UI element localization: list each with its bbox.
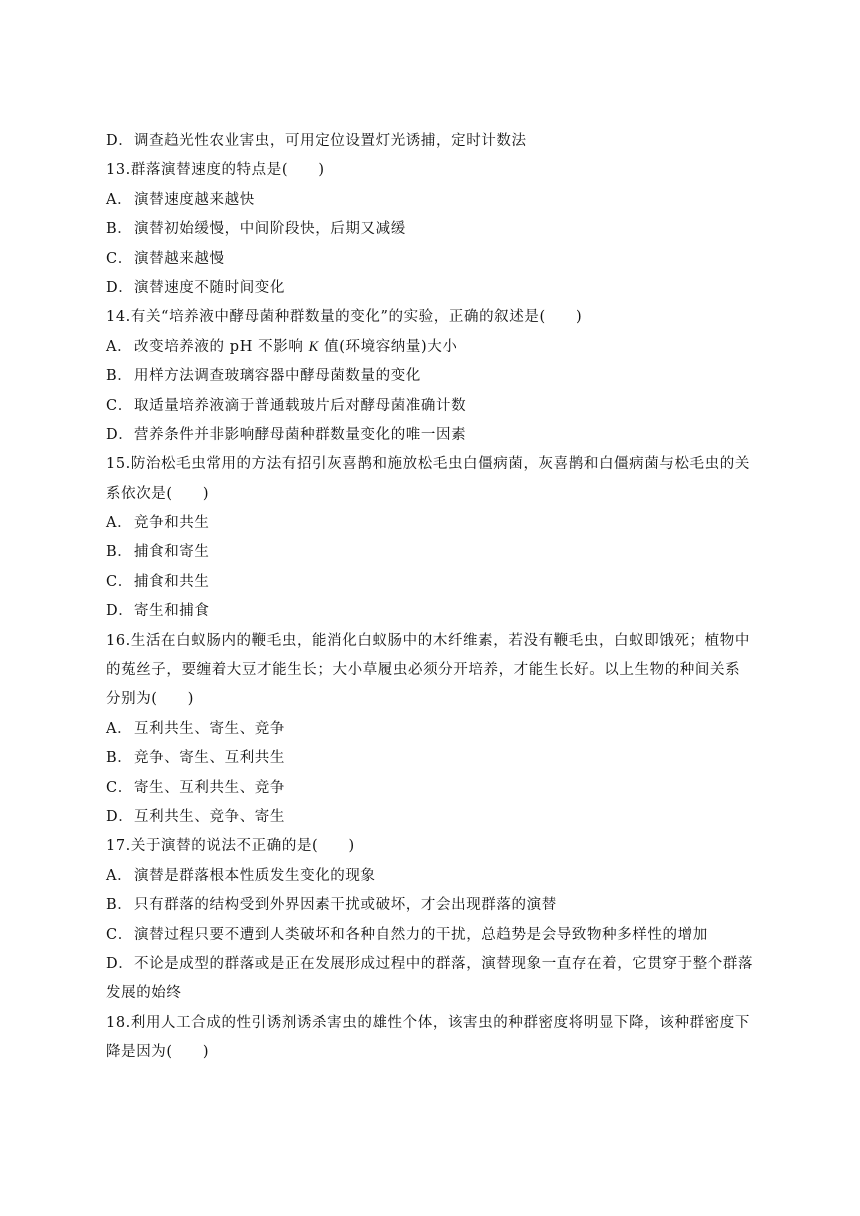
option-line: [106, 715, 756, 744]
question-line: 分别为( ): [106, 691, 195, 708]
option-text: 用样方法调查玻璃容器中酵母菌数量的变化: [134, 368, 421, 385]
option-line: [106, 186, 756, 215]
option-line: [106, 950, 756, 979]
option-line: [106, 597, 756, 626]
option-line: [106, 803, 756, 832]
option-line: [106, 538, 756, 567]
question-line: 16.生活在白蚁肠内的鞭毛虫，能消化白蚁肠中的木纤维素，若没有鞭毛虫，白蚁即饿死；植物中: [106, 632, 750, 649]
option-line: [106, 333, 756, 362]
option-text: 改变培养液的 pH 不影响: [134, 338, 309, 355]
option-letter: D．: [106, 955, 134, 972]
option-letter: B．: [106, 368, 133, 385]
option-line: [106, 362, 756, 391]
option-text: 捕食和共生: [134, 573, 210, 590]
option-line: [106, 891, 756, 920]
option-line: [106, 127, 756, 156]
question-line: 系依次是( ): [106, 485, 210, 502]
option-text: 调查趋光性农业害虫，可用定位设置灯光诱捕，定时计数法: [134, 133, 527, 149]
option-text: 互利共生、竞争、寄生: [134, 808, 285, 825]
option-text: 演替初始缓慢，中间阶段快，后期又减缓: [134, 221, 406, 238]
question-line: 18.利用人工合成的性引诱剂诱杀害虫的雄性个体，该害虫的种群密度将明显下降，该种群密度下: [106, 1014, 750, 1031]
option-text: 不论是成型的群落或是正在发展形成过程中的群落，演替现象一直存在着，它贯穿于整个群落: [134, 955, 754, 972]
option-letter: A．: [106, 338, 133, 355]
option-letter: A．: [106, 191, 133, 208]
option-text: 竞争、寄生、互利共生: [134, 750, 285, 767]
option-letter: D．: [106, 808, 134, 825]
k-symbol: K: [308, 338, 319, 355]
option-letter: B．: [106, 221, 133, 238]
option-letter: D．: [106, 603, 134, 620]
option-letter: B．: [106, 750, 133, 767]
option-letter: C．: [106, 779, 133, 796]
option-text: 竞争和共生: [134, 515, 210, 532]
option-text: 寄生和捕食: [134, 603, 210, 620]
option-line: [106, 568, 756, 597]
option-letter: A．: [106, 515, 133, 532]
question-line: 的菟丝子，要缠着大豆才能生长；大小草履虫必须分开培养，才能生长好。以上生物的种间关系: [106, 662, 741, 679]
question-line: 降是因为( ): [106, 1044, 210, 1061]
question-line: 17.关于演替的说法不正确的是( ): [106, 838, 355, 855]
option-letter: C．: [106, 250, 133, 267]
option-text: 演替速度不随时间变化: [134, 279, 285, 296]
option-text: 演替过程只要不遭到人类破坏和各种自然力的干扰，总趋势是会导致物种多样性的增加: [134, 926, 708, 943]
option-line: [106, 392, 756, 421]
option-line: [106, 421, 756, 450]
option-text: 捕食和寄生: [134, 544, 210, 561]
option-line: [106, 509, 756, 538]
option-line: [106, 862, 756, 891]
option-letter: C．: [106, 573, 133, 590]
option-line: [106, 921, 756, 950]
option-line: [106, 274, 756, 303]
question-line: 14.有关“培养液中酵母菌种群数量的变化”的实验，正确的叙述是( ): [106, 309, 583, 326]
option-text: 只有群落的结构受到外界因素干扰或破坏，才会出现群落的演替: [134, 897, 557, 914]
option-text: 演替速度越来越快: [134, 191, 255, 208]
question-line: 发展的始终: [106, 985, 182, 1002]
option-text: 寄生、互利共生、竞争: [134, 779, 285, 796]
option-text: 演替越来越慢: [134, 250, 225, 267]
question-line: 13.群落演替速度的特点是( ): [106, 162, 325, 179]
option-text: 演替是群落根本性质发生变化的现象: [134, 867, 376, 884]
option-text: 营养条件并非影响酵母菌种群数量变化的唯一因素: [134, 426, 467, 443]
option-line: [106, 245, 756, 274]
option-text: 值(环境容纳量)大小: [318, 338, 458, 355]
option-letter: C．: [106, 397, 133, 414]
option-letter: B．: [106, 544, 133, 561]
option-letter: B．: [106, 897, 133, 914]
option-text: 取适量培养液滴于普通载玻片后对酵母菌准确计数: [134, 397, 467, 414]
option-letter: D．: [106, 426, 134, 443]
option-letter: A．: [106, 867, 133, 884]
option-line: [106, 215, 756, 244]
question-line: 15.防治松毛虫常用的方法有招引灰喜鹊和施放松毛虫白僵病菌，灰喜鹊和白僵病菌与松毛虫的关: [106, 456, 750, 473]
document-body: [106, 127, 756, 1068]
option-line: [106, 774, 756, 803]
option-letter: D．: [106, 279, 134, 296]
option-line: [106, 744, 756, 773]
option-letter: D．: [106, 133, 134, 149]
option-letter: C．: [106, 926, 133, 943]
option-letter: A．: [106, 720, 133, 737]
option-text: 互利共生、寄生、竞争: [134, 720, 285, 737]
